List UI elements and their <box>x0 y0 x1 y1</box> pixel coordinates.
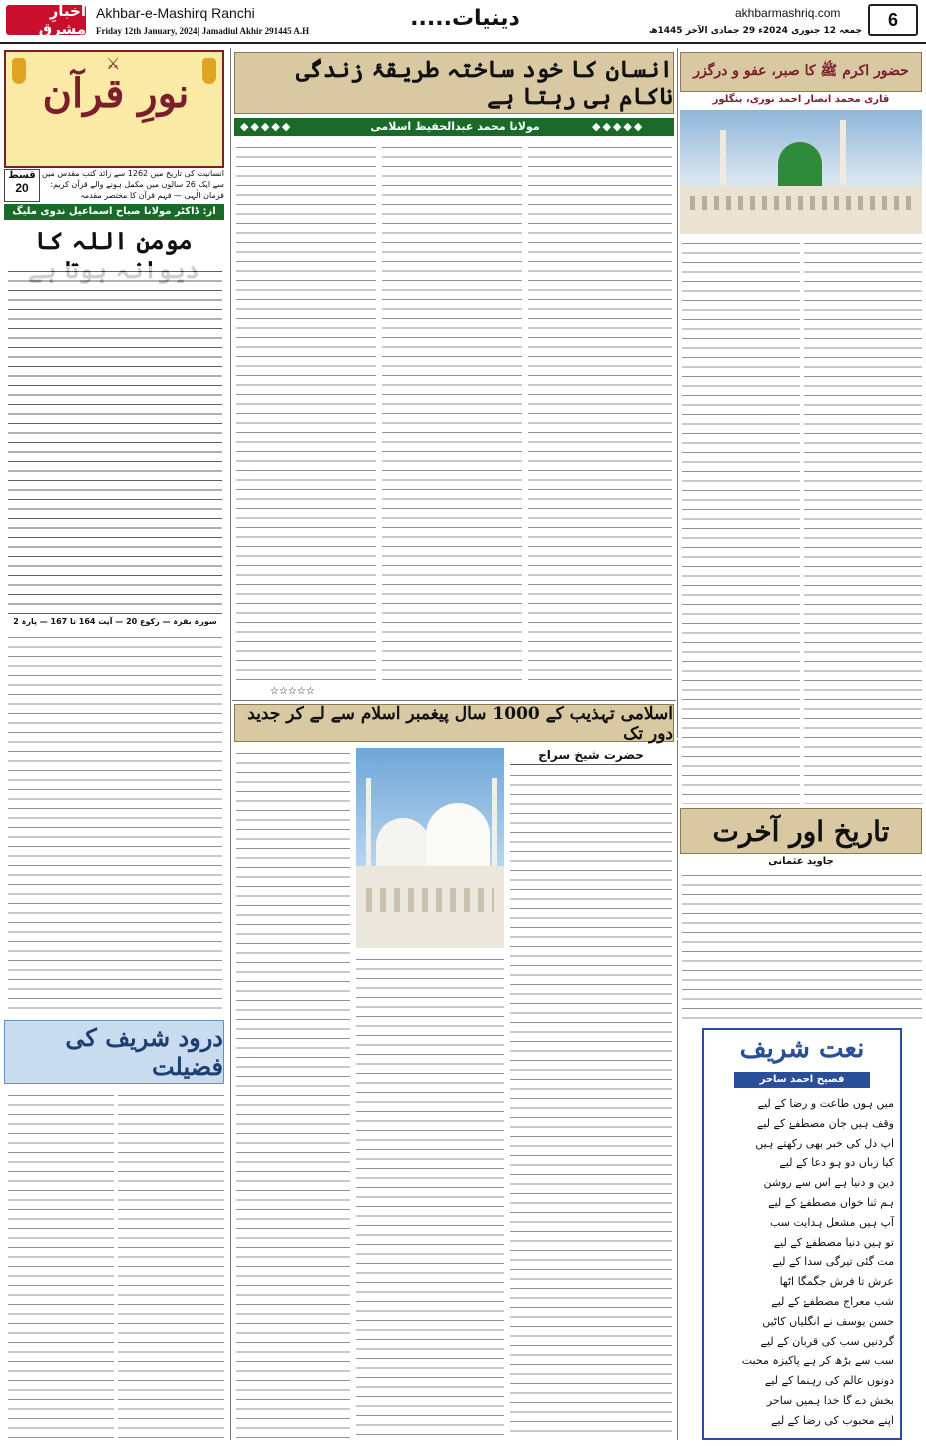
main-byline: مولانا محمد عبدالحفیظ اسلامی <box>370 120 540 133</box>
column-divider <box>677 48 678 738</box>
masthead-date-en: Friday 12th January, 2024| Jamadiul Akhir 291445 A.H <box>96 26 310 36</box>
naat-line: تو ہیں دنیا مصطفےٰ کے لیے <box>773 1235 894 1249</box>
installment-badge <box>4 169 40 202</box>
quran-banner-title: نورِ قرآن <box>42 70 190 117</box>
naat-line: دین و دنیا ہے اس سے روشن <box>763 1176 894 1190</box>
logo-text: اخبارِ مشرق <box>38 2 86 38</box>
tareekh-byline: جاوید عثمانی <box>768 856 834 867</box>
right-top-headline: حضور اکرم ﷺ کا صبر، عفو و درگزر <box>693 63 909 79</box>
durood-body <box>118 1090 224 1440</box>
masthead-date-ur: جمعہ 12 جنوری 2024ء 29 جمادی الآخر 1445ھ <box>649 26 862 36</box>
page-number: 6 <box>887 9 898 30</box>
naat-line: گردنیں سب کی قربان کے لیے <box>760 1334 894 1348</box>
left-article-body <box>8 632 222 1012</box>
naat-line: مت گئی تیرگی سدا کے لیے <box>772 1255 894 1269</box>
left-article-title: مومن اللہ کا <box>35 226 193 255</box>
main-headline-box <box>234 52 674 114</box>
naat-line: میں ہوں طاعت و رضا کے لیے <box>757 1097 894 1110</box>
mosque-photo <box>356 748 504 948</box>
naat-line: بخش دے گا خدا ہمیں ساحر <box>766 1393 894 1407</box>
page-number-box <box>868 4 918 36</box>
section-title: دینیات..... <box>410 6 520 31</box>
second-headline-box <box>234 704 674 742</box>
second-article-col <box>356 954 504 1438</box>
naat-line: اپ دل کی خبر بھی رکھتے ہیں <box>755 1136 894 1150</box>
lantern-icon <box>12 58 26 84</box>
naat-box <box>702 1028 902 1440</box>
main-headline: انسان کا خود ساختہ طریقۂ زندگی ناکام ہی رہتا ہے <box>296 56 673 110</box>
tareekh-headline: تاریخ اور آخرت <box>712 814 890 848</box>
second-article-col <box>510 770 672 1438</box>
naat-line: کیا زباں دو ہو دعا کے لیے <box>779 1156 894 1170</box>
left-article-reference: سورہ بقرہ — رکوع 20 — آیت 164 تا 167 — پارہ 2 <box>13 617 217 626</box>
naat-line: اپنے محبوب کی رضا کے لیے <box>771 1413 894 1427</box>
right-top-article-col <box>682 238 800 804</box>
naat-line: عرش تا فرش جگمگا اٹھا <box>779 1275 894 1289</box>
column-divider <box>230 48 231 1440</box>
main-article-col <box>236 142 376 682</box>
tareekh-headline-box <box>680 808 922 854</box>
diamond-ornaments: ◆◆◆◆◆ <box>592 120 645 133</box>
naat-line: سب سے بڑھ کر ہے پاکیزہ محبت <box>741 1354 894 1368</box>
main-article-col <box>528 142 672 682</box>
diamond-ornaments: ◆◆◆◆◆ <box>240 120 293 133</box>
quran-banner <box>4 50 224 168</box>
quran-author: از: ڈاکٹر مولانا صباح اسماعیل ندوی ملیگ <box>4 204 224 220</box>
madinah-photo <box>680 110 922 234</box>
second-byline: حضرت شیخ سراج <box>510 748 672 765</box>
naat-line: شب معراج مصطفےٰ کے لیے <box>771 1294 894 1308</box>
naat-line: ہم ثنا خواں مصطفےٰ کے لیے <box>768 1195 894 1209</box>
tareekh-body <box>682 870 922 1020</box>
masthead-title: Akhbar-e-Mashirq Ranchi <box>96 5 255 21</box>
durood-body <box>8 1090 114 1440</box>
second-article-col <box>236 748 350 1438</box>
crossed-swords-icon: ⚔ <box>106 54 121 73</box>
naat-line: آپ ہیں مشعل ہدایت سب <box>769 1215 894 1229</box>
left-article-lead <box>8 266 222 616</box>
naat-lines <box>710 1094 894 1431</box>
right-top-headline-box <box>680 52 922 92</box>
naat-line: حسن یوسف نے انگلیاں کاٹیں <box>762 1314 894 1328</box>
naat-poet: فصیح احمد ساحر <box>734 1072 870 1088</box>
website: akhbarmashriq.com <box>735 6 841 20</box>
right-top-article-col <box>804 238 922 804</box>
durood-banner <box>4 1020 224 1084</box>
masthead <box>0 0 926 44</box>
installment-label: قسط <box>8 170 36 181</box>
installment-number: 20 <box>15 181 29 195</box>
second-headline: اسلامی تہذیب کے 1000 سال پیغمبر اسلام سے لے کر جدید دور تک <box>247 703 673 744</box>
column-divider <box>677 740 678 1440</box>
quran-banner-subtitle: انسانیت کی تاریخ میں 1262 سے زائد کتب مقدس میں سے ایک 26 سالوں میں مکمل ہونے والے قرآن کریم: فرمان الٰہی — فہم قرآن کا مختصر مقدمہ <box>42 169 224 200</box>
masthead-rule <box>0 42 926 44</box>
naat-title: نعت شریف <box>739 1034 865 1064</box>
naat-line: وقف ہیں جان مصطفےٰ کے لیے <box>756 1116 894 1130</box>
right-top-byline: قاری محمد انصار احمد نوری، بنگلور <box>712 94 890 105</box>
main-article-col <box>382 142 522 682</box>
durood-title: درود شریف کی فضیلت <box>65 1023 223 1081</box>
logo <box>6 2 86 38</box>
section-divider <box>232 700 676 701</box>
article-end-stars: ☆☆☆☆☆ <box>270 686 315 697</box>
naat-line: دونوں عالم کی رہنما کے لیے <box>764 1374 894 1388</box>
